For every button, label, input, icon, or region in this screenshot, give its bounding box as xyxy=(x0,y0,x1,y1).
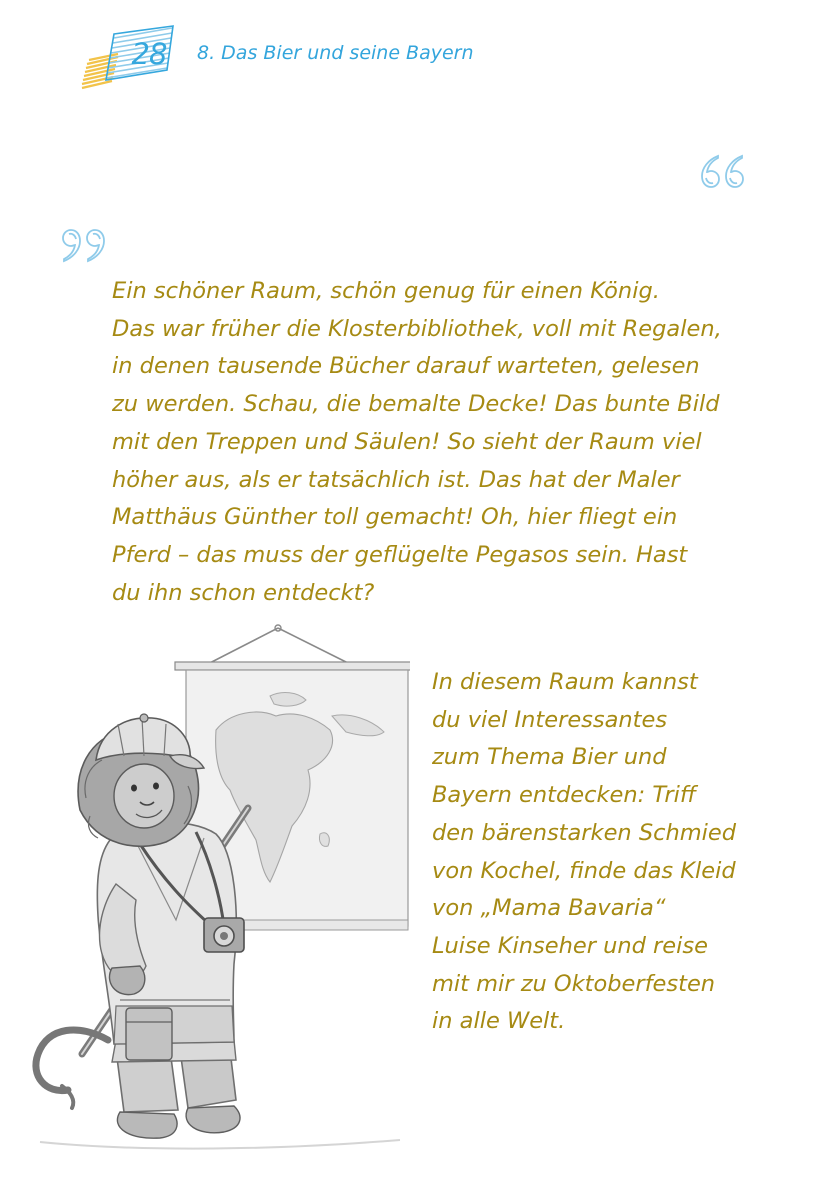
side-text-line: zum Thema Bier und xyxy=(432,744,667,771)
main-text-line: mit den Treppen und Säulen! So sieht der Raum viel xyxy=(112,428,702,455)
side-text-line: den bärenstarken Schmied xyxy=(432,819,737,846)
main-text-line: Pferd – das muss der geflügelte Pegasos sein. Hast xyxy=(112,541,688,568)
camera-icon xyxy=(204,918,244,952)
opening-quote-icon xyxy=(698,152,748,192)
side-text-line: Bayern entdecken: Triff xyxy=(432,782,697,809)
lion-illustration xyxy=(20,620,410,1160)
lion-character-icon xyxy=(78,714,204,846)
side-text-line: mit mir zu Oktoberfesten xyxy=(432,970,716,997)
main-text-line: Ein schöner Raum, schön genug für einen König. xyxy=(112,278,660,304)
side-text-line: In diesem Raum kannst xyxy=(432,669,698,695)
page-header xyxy=(72,24,492,96)
main-text-line: höher aus, als er tatsächlich ist. Das hat der Maler xyxy=(112,466,680,493)
side-text-line: du viel Interessantes xyxy=(432,706,668,733)
main-text-line: zu werden. Schau, die bemalte Decke! Das bunte Bild xyxy=(112,391,720,418)
side-paragraph xyxy=(432,664,812,1041)
closing-quote-icon xyxy=(58,225,108,265)
main-text-line: in denen tausende Bücher darauf warteten, gelesen xyxy=(112,353,700,380)
main-text-line: Matthäus Günther toll gemacht! Oh, hier fliegt ein xyxy=(112,504,678,531)
side-text-line: von „Mama Bavaria“ xyxy=(432,895,666,922)
side-text-line: Luise Kinseher und reise xyxy=(432,932,708,959)
side-text-line: in alle Welt. xyxy=(432,1008,566,1035)
main-paragraph xyxy=(112,273,752,612)
main-text-line: du ihn schon entdeckt? xyxy=(112,579,375,606)
side-text-line: von Kochel, finde das Kleid xyxy=(432,857,736,884)
page-number: 28 xyxy=(131,37,167,71)
main-text-line: Das war früher die Klosterbibliothek, voll mit Regalen, xyxy=(112,315,722,342)
chapter-title: 8. Das Bier und seine Bayern xyxy=(197,42,474,64)
